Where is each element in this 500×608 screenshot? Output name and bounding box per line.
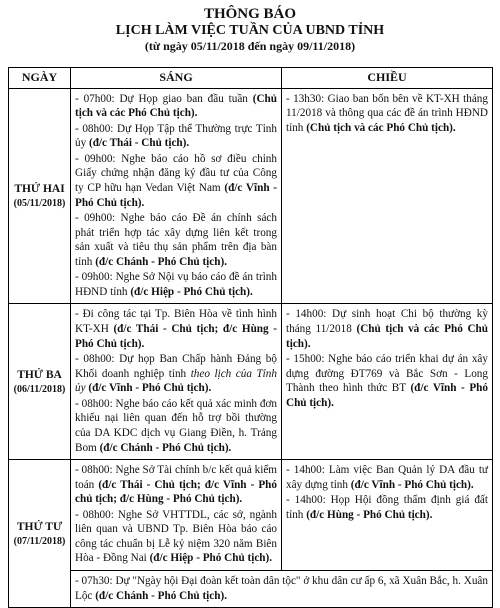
entry-text: - 15h00: Nghe báo cáo triển khai dự án xây dựng đường ĐT769 và Bắc Sơn - Long Thành theo hình thức BT — [286, 353, 488, 395]
column-header-afternoon: CHIỀU — [282, 68, 493, 89]
full-day-cell — [71, 571, 493, 608]
entry-text: - 09h00: Nghe Sở Nội vụ báo cáo đề án trình HĐND tỉnh — [75, 271, 277, 298]
notice-date-range: (từ ngày 05/11/2018 đến ngày 09/11/2018) — [144, 39, 356, 53]
schedule-entry — [75, 397, 277, 455]
day-name: THỨ TƯ — [16, 520, 63, 533]
column-header-day: NGÀY — [9, 68, 71, 89]
entry-assignee: (Chủ tịch và các Phó Chủ tịch). — [75, 92, 277, 120]
afternoon-cell — [282, 460, 493, 571]
entry-italic-note: theo lịch của Tỉnh ủy — [75, 367, 277, 395]
afternoon-cell — [282, 88, 493, 304]
schedule-row-full-day — [9, 571, 493, 608]
schedule-entry — [75, 352, 277, 396]
schedule-entry — [75, 307, 277, 351]
entry-assignee: (đ/c Vĩnh - Phó Chủ tịch). — [286, 382, 488, 409]
entry-text: - Đi công tác tại Tp. Biên Hòa về tình hình KT-XH — [75, 308, 277, 336]
entry-text: - 08h00: Dự họp Ban Chấp hành Đảng bộ Khối doanh nghiệp tỉnh — [75, 353, 277, 380]
entry-text: - 08h00: Dự Họp Tập thể Thường trực Tỉnh ủy — [75, 122, 277, 150]
day-cell — [9, 88, 71, 304]
entry-text: - 09h00: Nghe báo cáo hồ sơ điều chỉnh Giấy chứng nhận đăng ký đầu tư của Công ty CP hữu hạn Vedan Việt Nam — [75, 152, 277, 194]
entry-text: - 13h30: Giao ban bốn bên về KT-XH tháng 11/2018 và thông qua các đề án trình HĐND tỉnh — [286, 92, 488, 134]
schedule-entry — [75, 92, 277, 121]
schedule-row-day — [9, 304, 493, 460]
entry-assignee: (đ/c Chánh - Phó Chủ tịch). — [95, 255, 227, 268]
schedule-entry — [75, 152, 277, 210]
schedule-entry — [75, 574, 488, 603]
entry-text: - 09h00: Nghe báo cáo Đề án chính sách phát triển hợp tác xây dựng liên kết trong sản xuất và tiêu thụ sản phẩm trên địa bàn tỉnh — [75, 212, 277, 268]
entry-text: - 14h00: Họp Hội đồng thẩm định giá đất tỉnh — [286, 494, 488, 521]
entry-text: - 07h00: Dự Họp giao ban đầu tuần — [75, 92, 253, 105]
day-date: (07/11/2018) — [13, 535, 66, 547]
schedule-entry — [286, 307, 488, 351]
entry-text: - 07h30: Dự "Ngày hội Đại đoàn kết toàn dân tộc" ở khu dân cư ấp 6, xã Xuân Bắc, h. Xuân Lộc — [75, 575, 488, 602]
day-name: THỨ HAI — [14, 183, 65, 196]
entry-assignee: (đ/c Hiệp - Phó Chủ tịch). — [149, 552, 273, 565]
entry-assignee: (Chủ tịch và các Phó Chủ tịch). — [306, 121, 456, 134]
entry-text: - 08h00: Nghe Sở Tài chính b/c kết quả kiểm toán — [75, 464, 277, 491]
entry-assignee: (đ/c Hiệp - Phó Chủ tịch). — [130, 285, 253, 298]
entry-text: - 14h00: Làm việc Ban Quản lý DA đầu tư xây dựng tỉnh — [286, 464, 488, 491]
morning-cell — [71, 88, 282, 304]
schedule-header-row — [9, 68, 493, 89]
entry-assignee: (đ/c Vĩnh - Phó Chủ tịch). — [85, 382, 212, 395]
day-date: (05/11/2018) — [13, 198, 66, 209]
schedule-entry — [286, 352, 488, 410]
notice-title: THÔNG BÁO — [203, 6, 297, 22]
day-date: (06/11/2018) — [13, 383, 66, 395]
schedule-entry — [75, 270, 277, 299]
schedule-entry — [286, 92, 488, 136]
schedule-entry — [75, 122, 277, 151]
entry-assignee: (đ/c Thái - Chủ tịch). — [88, 137, 190, 150]
notice-subtitle: LỊCH LÀM VIỆC TUẦN CỦA UBND TỈNH — [115, 23, 385, 38]
morning-cell — [71, 304, 282, 460]
day-cell — [9, 304, 71, 460]
schedule-row-day — [9, 460, 493, 571]
entry-text: - 14h00: Dự sinh hoạt Chi bộ thường kỳ tháng 11/2018 — [286, 308, 488, 336]
entry-assignee: (Chủ tịch và các Phó Chủ tịch). — [286, 323, 488, 350]
day-cell — [9, 460, 71, 608]
schedule-entry — [286, 463, 488, 492]
schedule-row-day — [9, 88, 493, 304]
schedule-body — [9, 88, 493, 608]
schedule-entry — [75, 211, 277, 269]
entry-text: - 08h00: Nghe Sở VHTTDL, các sở, ngành liên quan và UBND Tp. Biên Hòa báo cáo công tác chuẩn bị Lễ kỷ niệm 320 năm Biên Hòa - Đồng Nai — [75, 508, 277, 565]
entry-assignee: (đ/c Chánh - Phó Chủ tịch). — [95, 589, 227, 602]
entry-assignee: (đ/c Chánh - Phó Chủ tịch). — [99, 441, 232, 454]
afternoon-cell — [282, 304, 493, 460]
entry-assignee: (đ/c Hùng - Phó Chủ tịch). — [306, 508, 433, 521]
schedule-entry — [75, 508, 277, 566]
entry-assignee: (đ/c Thái - Chủ tịch; đ/c Hùng - Phó Chủ tịch). — [75, 323, 277, 350]
schedule-entry — [75, 463, 277, 507]
entry-assignee: (đ/c Vĩnh - Phó Chủ tịch). — [350, 478, 474, 491]
schedule-table — [8, 67, 493, 608]
entry-assignee: (đ/c Vĩnh - Phó Chủ tịch). — [75, 181, 277, 209]
entry-text: - 08h00: Nghe báo cáo kết quả xác minh đơn khiếu nại liên quan đến hỗ trợ bồi thường của DA KDC dịch vụ Giang Điền, h. Trảng Bom — [75, 397, 277, 454]
column-header-morning: SÁNG — [71, 68, 282, 89]
morning-cell — [71, 460, 282, 571]
schedule-entry — [286, 493, 488, 522]
day-name: THỨ BA — [17, 368, 62, 381]
entry-assignee: (đ/c Thái - Chủ tịch; đ/c Vĩnh - Phó chủ tịch; đ/c Hùng - Phó Chủ tịch). — [75, 478, 277, 506]
